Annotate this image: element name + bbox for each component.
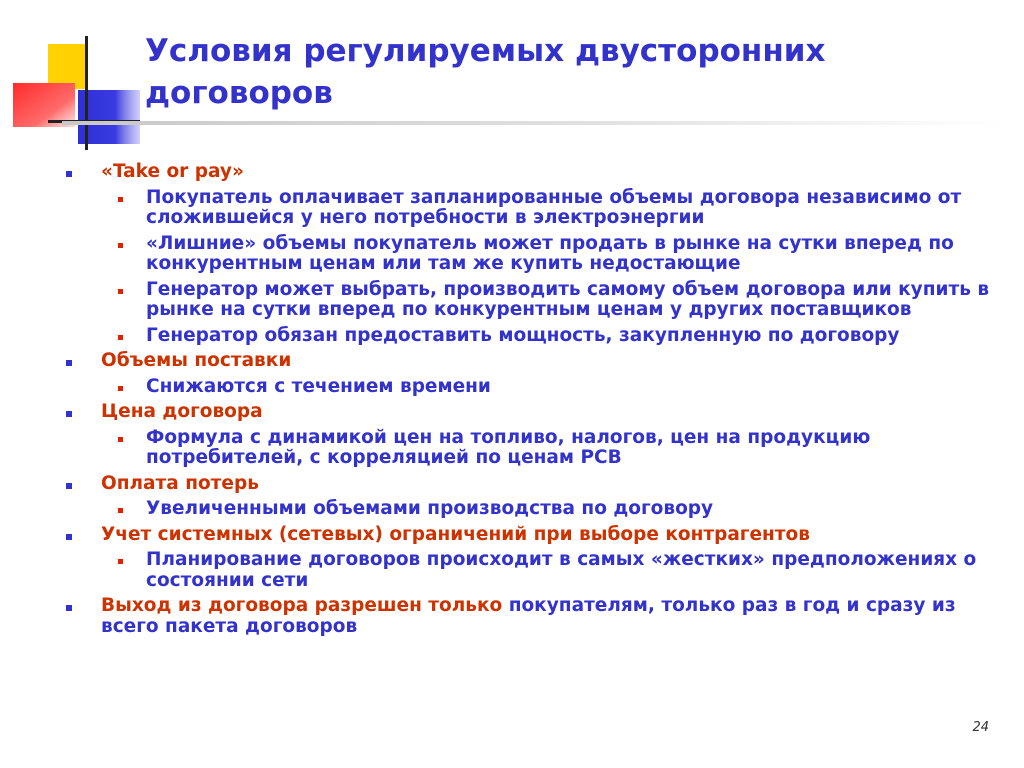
sub-bullet-list [101,550,990,591]
sub-bullet-text: Увеличенными объемами производства по договору [146,498,714,519]
logo-yellow-square [48,44,88,89]
slide-content [60,162,990,642]
bullet-contract-price [60,402,990,469]
square-bullet-icon [118,197,123,202]
sub-bullet-text: Снижаются с течением времени [146,375,491,397]
title-underline [62,121,1007,125]
square-bullet-icon [66,171,72,177]
square-bullet-icon [66,605,72,611]
sub-bullet-item [101,188,990,229]
sub-bullet-item [101,550,990,591]
bullet-label: Объемы поставки [101,350,292,371]
sub-bullet-text: «Лишние» объемы покупатель может продать в рынке на сутки вперед по конкурентным ценам или там же купить недостающие [146,232,954,274]
bullet-label [101,596,990,637]
square-bullet-icon [118,386,123,391]
sub-bullet-item [101,326,990,347]
sub-bullet-list [101,428,990,469]
page-number: 24 [972,720,989,735]
square-bullet-icon [118,243,123,248]
bullet-label: «Take or pay» [101,161,244,182]
sub-bullet-item [101,280,990,321]
square-bullet-icon [118,335,123,340]
bullet-loss-payment [60,474,990,520]
sub-bullet-text: Генератор обязан предоставить мощность, закупленную по договору [146,324,900,346]
bullet-list [60,162,990,637]
square-bullet-icon [118,508,123,513]
sub-bullet-list [101,377,990,398]
bullet-delivery-volumes [60,351,990,397]
sub-bullet-text: Формула с динамикой цен на топливо, налогов, цен на продукцию потребителей, с корреляцией по ценам РСВ [146,426,871,468]
sub-bullet-list [101,188,990,347]
square-bullet-icon [66,483,72,489]
bullet-take-or-pay [60,162,990,346]
sub-bullet-list [101,499,990,520]
bullet-label: Цена договора [101,401,263,422]
bullet-network-constraints [60,525,990,592]
bullet-label: Оплата потерь [101,472,259,494]
sub-bullet-item [101,377,990,398]
bullet-label-highlight: Выход из договора разрешен только [101,595,503,616]
sub-bullet-text: Планирование договоров происходит в самых «жестких» предположениях о состоянии сети [146,549,977,591]
sub-bullet-text: Генератор может выбрать, производить самому объем договора или купить в рынке на сутки вперед по конкурентным ценам у других поставщиков [146,278,990,320]
page-title: Условия регулируемых двусторонних договоров [145,33,826,111]
square-bullet-icon [66,534,72,540]
square-bullet-icon [118,559,123,564]
sub-bullet-item [101,499,990,520]
square-bullet-icon [118,289,123,294]
square-bullet-icon [66,411,72,417]
sub-bullet-item [101,428,990,469]
slide-logo-decoration [0,0,140,150]
square-bullet-icon [66,360,72,366]
bullet-label-tail: покупателям, только раз в год и сразу из всего пакета договоров [101,595,956,637]
square-bullet-icon [118,437,123,442]
logo-vertical-line [85,36,88,150]
bullet-contract-exit [60,596,990,637]
sub-bullet-text: Покупатель оплачивает запланированные объемы договора независимо от сложившейся у него потребности в электроэнергии [146,186,962,228]
sub-bullet-item [101,234,990,275]
bullet-label: Учет системных (сетевых) ограничений при выборе контрагентов [101,523,810,545]
